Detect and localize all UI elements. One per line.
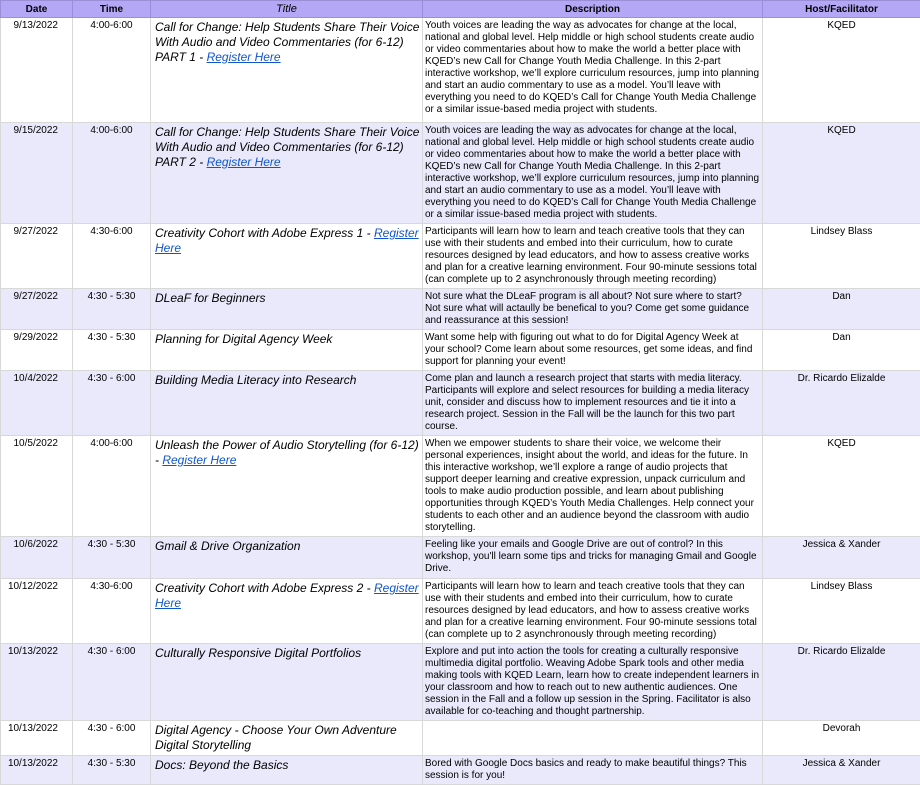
table-row xyxy=(1,289,920,330)
date-cell: 10/6/2022 xyxy=(1,537,73,579)
title-cell xyxy=(151,330,423,371)
date-cell: 10/12/2022 xyxy=(1,579,73,644)
title-cell xyxy=(151,18,423,123)
host-cell: Dan xyxy=(763,330,920,371)
header-row xyxy=(1,1,920,18)
register-link[interactable]: Register Here xyxy=(207,50,281,64)
time-cell: 4:30 - 5:30 xyxy=(73,330,151,371)
time-cell: 4:30-6:00 xyxy=(73,579,151,644)
title-text: Unleash the Power of Audio Storytelling (for 6-12) - xyxy=(155,438,419,467)
description-cell: Participants will learn how to learn and teach creative tools that they can use with their students and embed into their curriculum, how to curate resources designed by lead educators, and how to assess creative works and plan for a creative learning environment. Four 90-minute sessions total (can complete up to 2 asynchronously through meeting recording) xyxy=(423,224,763,289)
title-text: Digital Agency - Choose Your Own Adventure Digital Storytelling xyxy=(155,723,397,752)
title-text: Building Media Literacy into Research xyxy=(155,373,356,387)
table-row xyxy=(1,123,920,224)
time-cell: 4:00-6:00 xyxy=(73,18,151,123)
title-text: Gmail & Drive Organization xyxy=(155,539,300,553)
table-row xyxy=(1,579,920,644)
date-cell: 10/5/2022 xyxy=(1,436,73,537)
host-cell: Dr. Ricardo Elizalde xyxy=(763,644,920,721)
host-cell: KQED xyxy=(763,436,920,537)
description-cell: Feeling like your emails and Google Drive are out of control? In this workshop, you'll learn some tips and tricks for managing Gmail and Google Drive. xyxy=(423,537,763,579)
host-cell: Jessica & Xander xyxy=(763,537,920,579)
title-text: Call for Change: Help Students Share Their Voice With Audio and Video Commentaries (for 6-12) PART 2 - xyxy=(155,125,419,169)
host-cell: KQED xyxy=(763,18,920,123)
title-cell xyxy=(151,289,423,330)
table-row xyxy=(1,371,920,436)
date-cell: 9/27/2022 xyxy=(1,224,73,289)
title-cell xyxy=(151,721,423,756)
table-row xyxy=(1,436,920,537)
date-cell: 9/15/2022 xyxy=(1,123,73,224)
host-cell: Devorah xyxy=(763,721,920,756)
host-cell: Jessica & Xander xyxy=(763,756,920,785)
time-cell: 4:30 - 6:00 xyxy=(73,721,151,756)
host-cell: Dan xyxy=(763,289,920,330)
description-cell xyxy=(423,721,763,756)
date-cell: 10/13/2022 xyxy=(1,721,73,756)
time-cell: 4:30 - 5:30 xyxy=(73,537,151,579)
time-cell: 4:00-6:00 xyxy=(73,123,151,224)
title-cell xyxy=(151,756,423,785)
time-cell: 4:00-6:00 xyxy=(73,436,151,537)
description-cell: Youth voices are leading the way as advocates for change at the local, national and global level. Help middle or high school students create audio or video commentaries about how to make the world a better place with KQED’s new Call for Change Youth Media Challenge. In this 2-part interactive workshop, we’ll explore curriculum resources, jump into planning and start an audio commentary to use as a model. You’ll leave with everything you need to do KQED’s Call for Change Youth Media Challenge or a similar issue-based media project with students. xyxy=(423,18,763,123)
header-title: Title xyxy=(151,1,423,18)
date-cell: 9/27/2022 xyxy=(1,289,73,330)
register-link[interactable]: Register Here xyxy=(155,226,419,255)
description-cell: Bored with Google Docs basics and ready to make beautiful things? This session is for you! xyxy=(423,756,763,785)
register-link[interactable]: Register Here xyxy=(162,453,236,467)
time-cell: 4:30-6:00 xyxy=(73,224,151,289)
title-cell xyxy=(151,644,423,721)
time-cell: 4:30 - 6:00 xyxy=(73,371,151,436)
title-text: Creativity Cohort with Adobe Express 1 - xyxy=(155,226,374,240)
register-link[interactable]: Register Here xyxy=(207,155,281,169)
title-cell xyxy=(151,123,423,224)
header-date: Date xyxy=(1,1,73,18)
table-row xyxy=(1,330,920,371)
table-row xyxy=(1,756,920,785)
header-time: Time xyxy=(73,1,151,18)
description-cell: Youth voices are leading the way as advocates for change at the local, national and global level. Help middle or high school students create audio or video commentaries about how to make the world a better place with KQED’s new Call for Change Youth Media Challenge. In this 2-part interactive workshop, we’ll explore curriculum resources, jump into planning and start an audio commentary to use as a model. You’ll leave with everything you need to do KQED’s Call for Change Youth Media Challenge or a similar issue-based media project with students. xyxy=(423,123,763,224)
header-description: Description xyxy=(423,1,763,18)
title-cell xyxy=(151,537,423,579)
description-cell: When we empower students to share their voice, we welcome their personal experiences, insight about the world, and ideas for the future. In this interactive workshop, we’ll explore a range of audio projects that support deeper learning and creative expression, unpack curriculum and tools to make audio production possible, and learn about publishing opportunities through KQED’s Youth Media Challenges. Help connect your students to each other and an audience beyond the classroom with audio storytelling. xyxy=(423,436,763,537)
register-link[interactable]: Register Here xyxy=(155,581,419,610)
description-cell: Come plan and launch a research project that starts with media literacy. Participants will explore and select resources for building a media literacy unit, consider and discuss how to implement resources and tie it into a research project. Session in the Fall will be the launch for this two part course. xyxy=(423,371,763,436)
table-row xyxy=(1,721,920,756)
date-cell: 9/13/2022 xyxy=(1,18,73,123)
title-cell xyxy=(151,579,423,644)
host-cell: Lindsey Blass xyxy=(763,579,920,644)
description-cell: Participants will learn how to learn and teach creative tools that they can use with their students and embed into their curriculum, how to curate resources designed by lead educators, and how to assess creative works and plan for a creative learning environment. Four 90-minute sessions total (can complete up to 2 asynchronously through meeting recording) xyxy=(423,579,763,644)
date-cell: 9/29/2022 xyxy=(1,330,73,371)
table-row xyxy=(1,224,920,289)
table-row xyxy=(1,644,920,721)
host-cell: Dr. Ricardo Elizalde xyxy=(763,371,920,436)
title-text: Planning for Digital Agency Week xyxy=(155,332,332,346)
title-cell xyxy=(151,224,423,289)
date-cell: 10/13/2022 xyxy=(1,644,73,721)
description-cell: Not sure what the DLeaF program is all about? Not sure where to start? Not sure what will actaully be benefical to you? Come get some guidance and reassurance at this session! xyxy=(423,289,763,330)
time-cell: 4:30 - 6:00 xyxy=(73,644,151,721)
title-text: Call for Change: Help Students Share Their Voice With Audio and Video Commentaries (for 6-12) PART 1 - xyxy=(155,20,419,64)
title-cell xyxy=(151,371,423,436)
header-host: Host/Facilitator xyxy=(763,1,920,18)
host-cell: KQED xyxy=(763,123,920,224)
time-cell: 4:30 - 5:30 xyxy=(73,756,151,785)
host-cell: Lindsey Blass xyxy=(763,224,920,289)
title-text: Creativity Cohort with Adobe Express 2 - xyxy=(155,581,374,595)
date-cell: 10/13/2022 xyxy=(1,756,73,785)
title-text: Docs: Beyond the Basics xyxy=(155,758,288,772)
date-cell: 10/4/2022 xyxy=(1,371,73,436)
table-row xyxy=(1,18,920,123)
time-cell: 4:30 - 5:30 xyxy=(73,289,151,330)
table-row xyxy=(1,537,920,579)
title-text: DLeaF for Beginners xyxy=(155,291,266,305)
title-cell xyxy=(151,436,423,537)
title-text: Culturally Responsive Digital Portfolios xyxy=(155,646,361,660)
description-cell: Explore and put into action the tools for creating a culturally responsive multimedia digital portfolio. Weaving Adobe Spark tools and other media making tools with KQED Learn, learn how to create independent learners in your classroom and how to reach out to new authentic audiences. One session in the Fall and a follow up session in the Spring. Facilitator is also available for co-teaching and thought partnership. xyxy=(423,644,763,721)
description-cell: Want some help with figuring out what to do for Digital Agency Week at your school? Come learn about some resources, get some ideas, and find support for planning your event! xyxy=(423,330,763,371)
